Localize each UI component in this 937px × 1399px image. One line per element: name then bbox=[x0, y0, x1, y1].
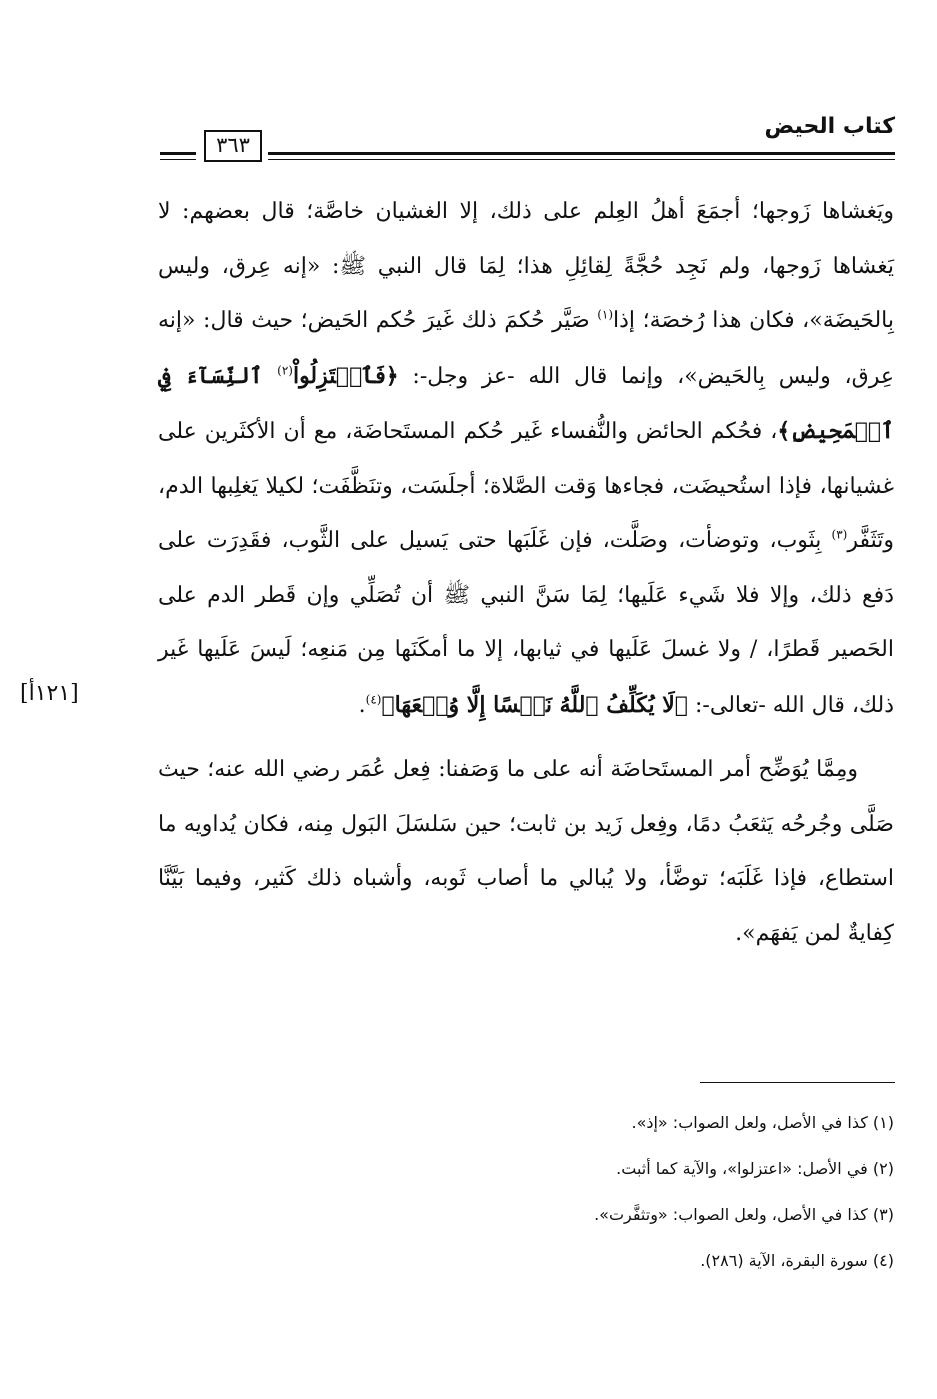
footnote-marker-3[interactable]: (٣) bbox=[831, 527, 848, 542]
footnote-1: (١) كذا في الأصل، ولعل الصواب: «إذ». bbox=[631, 1113, 894, 1132]
quran-verse: ﴿لَا يُكَلِّفُ ٱللَّهُ نَفۡسًا إِلَّا وُسۡعَهَا﴾ bbox=[381, 691, 689, 718]
text-run: بِثَوب، وتوضأت، وصَلَّت، فإن غَلَبَها حتى يَسيل على الثَّوب، فقَدِرَت على دَفع ذلك، وإلا فلا شَيء عَلَيها؛ لِمَا سَنَّ النبي ﷺ أن تُصَلِّي وإن قَطر الدم على الحَصير قَطرًا، / ولا غسلَ عَلَيها في ثيابها، إلا ما أمكَنَها مِن مَنعِه؛ لَيسَ عَلَيها غَير ذلك، قال الله -تعالى-: bbox=[158, 528, 894, 718]
text-run: ويَغشاها زَوجها؛ أجمَعَ أهلُ العِلم على ذلك، إلا الغشيان خاصَّة؛ قال بعضهم: لا يَغشاها زَوجها، ولم نَجِد حُجَّةً لِقائِلِ هذا؛ لِمَا قال النبي ﷺ: «إنه عِرق، وليس بِالحَيضَة»، فكان هذا رُخصَة؛ إذا bbox=[158, 199, 894, 333]
text-run: ، فحُكم الحائض والنُّفساء غَير حُكم المستَحاضَة، مع أن الأكثَرين على غشيانها، فإذا استُحيضَت، فجاءها وَقت الصَّلاة؛ أجلَسَت، وتنَظَّفَت؛ لكيلا يَغلِبها الدم، وتَثَفَّر bbox=[158, 419, 894, 553]
chapter-title: كتاب الحيض bbox=[764, 114, 895, 139]
footnote-marker-1[interactable]: (١) bbox=[597, 307, 614, 322]
manuscript-folio-reference: [١٢١أ] bbox=[20, 681, 79, 706]
quran-verse: ﴿فَٱعۡتَزِلُواْ bbox=[292, 362, 399, 389]
text-run: صَيَّر حُكمَ ذلك غَيرَ حُكم الحَيض؛ حيث قال: «إنه عِرق، وليس بِالحَيض»، وإنما قال الله -عز وجل-: bbox=[158, 308, 894, 389]
footnote-4: (٤) سورة البقرة، الآية (٢٨٦). bbox=[700, 1251, 894, 1270]
running-header bbox=[160, 112, 895, 164]
footnote-separator bbox=[700, 1082, 895, 1083]
footnote-3: (٣) كذا في الأصل، ولعل الصواب: «وتثفَّرت». bbox=[594, 1205, 894, 1224]
footnote-marker-4[interactable]: (٤) bbox=[365, 692, 382, 707]
paragraph-2: ومِمَّا يُوَضِّح أمر المستَحاضَة أنه على ما وَصَفنا: فِعل عُمَر رضي الله عنه؛ حيث صَلَّى وجُرحُه يَثعَبُ دمًا، وفِعل زَيد بن ثابت؛ حين سَلسَلَ البَول مِنه، فكان يُداويه ما استطاع، فإذا غَلَبَه؛ توضَّأ، ولا يُبالي ما أصاب ثَوبه، وأشباه ذلك كَثير، وفيما بَيَّنَّا كِفايةٌ لمن يَفهَم». bbox=[158, 757, 894, 946]
paragraph-1 bbox=[158, 185, 894, 733]
page-number: ٣٦٣ bbox=[204, 130, 262, 162]
footnote-marker-2[interactable]: (٢) bbox=[277, 363, 293, 378]
header-rule-left bbox=[160, 152, 196, 160]
footnote-2: (٢) في الأصل: «اعتزلوا»، والآية كما أثبت. bbox=[616, 1159, 894, 1178]
footnotes bbox=[300, 1100, 894, 1284]
quran-verse: ٱلنِّسَآءَ فِي ٱلۡمَحِيضِ﴾ bbox=[158, 362, 894, 444]
text-run: . bbox=[358, 692, 366, 718]
main-text bbox=[158, 185, 894, 961]
header-rule bbox=[268, 152, 895, 160]
